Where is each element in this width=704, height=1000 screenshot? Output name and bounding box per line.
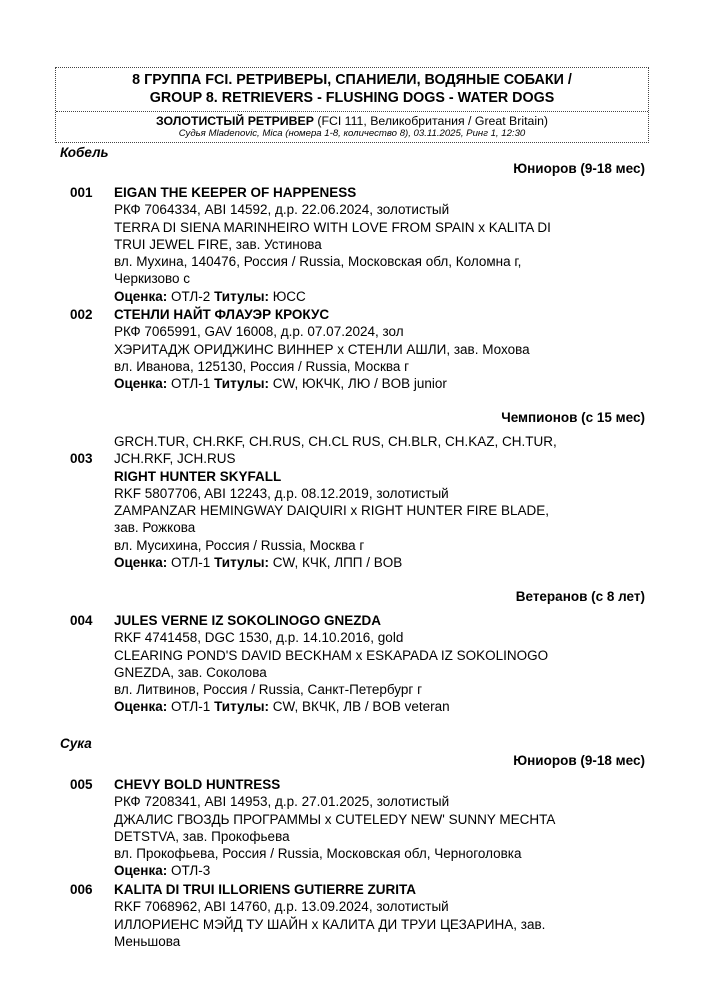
parents-cont: Меньшова (114, 933, 181, 949)
registration: РКФ 7064334, ABI 14592, д.р. 22.06.2024, золотистый (114, 202, 450, 218)
parents: ZAMPANZAR HEMINGWAY DAIQUIRI x RIGHT HUNTER FIRE BLADE, (114, 503, 550, 519)
breed-header (56, 111, 648, 142)
catalog-entry (70, 881, 650, 950)
section-male: Кобель (60, 145, 109, 160)
breed-line (56, 114, 648, 128)
titles-value: CW, ВКЧК, ЛВ / BOB veteran (268, 699, 450, 715)
grade-label: Оценка: (114, 699, 168, 715)
catalog-entry (70, 184, 650, 305)
grade-line (114, 862, 650, 879)
entry-block (70, 450, 650, 571)
class-heading-champion: Чемпионов (с 15 мес) (501, 410, 645, 425)
owner: вл. Иванова, 125130, Россия / Russia, Москва г (114, 358, 410, 374)
catalog-entry (70, 612, 650, 716)
section-female: Сука (60, 736, 92, 751)
breed-info: (FCI 111, Великобритания / Great Britain) (313, 114, 549, 128)
parents: ИЛЛОРИЕНС МЭЙД ТУ ШАЙН x КАЛИТА ДИ ТРУИ ЦЕЗАРИНА, зав. (114, 916, 546, 932)
entry-body (114, 184, 650, 305)
parents: CLEARING POND'S DAVID BECKHAM x ESKAPADA IZ SOKOLINOGO (114, 647, 549, 663)
titles-value: ЮСС (268, 288, 306, 304)
entry-body (114, 306, 650, 392)
titles-value: CW, ЮКЧК, ЛЮ / BOB junior (268, 376, 447, 392)
titles-label: Титулы: (214, 376, 269, 392)
entry-number: 003 (70, 451, 93, 467)
owner: вл. Прокофьева, Россия / Russia, Московская обл, Черноголовка (114, 846, 522, 862)
parents-cont: DETSTVA, зав. Прокофьева (114, 828, 290, 844)
judge-info: Судья Mladenovic, Mica (номера 1-8, количество 8), 03.11.2025, Ринг 1, 12:30 (178, 128, 526, 139)
parents-cont: зав. Рожкова (114, 520, 196, 536)
registration: РКФ 7065991, GAV 16008, д.р. 07.07.2024, зол (114, 324, 404, 340)
owner: вл. Мусихина, Россия / Russia, Москва г (114, 537, 365, 553)
entry-body (114, 450, 650, 571)
champion-titles: GRCH.TUR, CH.RKF, CH.RUS, CH.CL RUS, CH.BLR, CH.KAZ, CH.TUR, (114, 434, 557, 449)
parents: TERRA DI SIENA MARINHEIRO WITH LOVE FROM SPAIN x KALITA DI (114, 219, 551, 235)
dog-name: СТЕНЛИ НАЙТ ФЛАУЭР КРОКУС (114, 307, 330, 322)
dog-name: EIGAN THE KEEPER OF HAPPENESS (114, 185, 357, 200)
class-heading-veteran: Ветеранов (с 8 лет) (515, 589, 645, 604)
entry-number: 001 (70, 185, 93, 200)
dog-name: RIGHT HUNTER SKYFALL (114, 468, 282, 484)
catalog-entry (70, 433, 650, 571)
grade-label: Оценка: (114, 376, 168, 392)
grade-label: Оценка: (114, 863, 168, 879)
entry-number: 006 (70, 882, 93, 897)
entry-body (114, 881, 650, 950)
parents-cont: GNEZDA, зав. Соколова (114, 664, 267, 680)
registration: РКФ 7208341, ABI 14953, д.р. 27.01.2025, золотистый (114, 794, 450, 810)
entry-number: 002 (70, 307, 93, 322)
grade-value: ОТЛ-1 (167, 376, 215, 392)
champion-titles-cont: JCH.RKF, JCH.RUS (114, 451, 236, 467)
grade-value: ОТЛ-3 (167, 863, 211, 879)
grade-label: Оценка: (114, 288, 168, 304)
titles-label: Титулы: (214, 699, 269, 715)
registration: RKF 5807706, ABI 12243, д.р. 08.12.2019, золотистый (114, 485, 449, 501)
titles-label: Титулы: (214, 288, 269, 304)
group-title (56, 68, 648, 111)
breed-name: ЗОЛОТИСТЫЙ РЕТРИВЕР (155, 114, 314, 128)
titles-value: CW, КЧК, ЛПП / BOB (268, 555, 403, 571)
group-title-en: GROUP 8. RETRIEVERS - FLUSHING DOGS - WATER DOGS (149, 90, 555, 106)
catalog-entry (70, 776, 650, 880)
owner-cont: Черкизово с (114, 271, 191, 287)
grade-value: ОТЛ-1 (167, 699, 215, 715)
grade-label: Оценка: (114, 555, 168, 571)
grade-value: ОТЛ-1 (167, 555, 215, 571)
group-header (55, 67, 649, 143)
entry-body (114, 612, 650, 716)
entry-number: 005 (70, 777, 93, 792)
grade-line (114, 698, 650, 715)
parents-cont: TRUI JEWEL FIRE, зав. Устинова (114, 236, 322, 252)
grade-value: ОТЛ-2 (167, 288, 215, 304)
titles-label: Титулы: (214, 555, 269, 571)
parents: ДЖАЛИС ГВОЗДЬ ПРОГРАММЫ x CUTELEDY NEW' SUNNY MECHTA (114, 811, 556, 827)
entry-body (114, 776, 650, 880)
grade-line (114, 288, 650, 305)
entry-number: 004 (70, 613, 93, 628)
owner: вл. Литвинов, Россия / Russia, Санкт-Петербург г (114, 682, 423, 698)
class-heading-junior-female: Юниоров (9-18 мес) (513, 753, 645, 768)
dog-name: CHEVY BOLD HUNTRESS (114, 777, 281, 792)
registration: RKF 7068962, ABI 14760, д.р. 13.09.2024, золотистый (114, 899, 449, 915)
grade-line (114, 375, 650, 392)
parents: ХЭРИТАДЖ ОРИДЖИНС ВИННЕР x СТЕНЛИ АШЛИ, зав. Мохова (114, 341, 530, 357)
owner: вл. Мухина, 140476, Россия / Russia, Московская обл, Коломна г, (114, 254, 522, 270)
class-heading-junior-male: Юниоров (9-18 мес) (513, 161, 645, 176)
dog-name: JULES VERNE IZ SOKOLINOGO GNEZDA (114, 613, 382, 628)
grade-line (114, 554, 650, 571)
dog-name: KALITA DI TRUI ILLORIENS GUTIERRE ZURITA (114, 882, 416, 897)
catalog-entry (70, 306, 650, 392)
group-title-ru: 8 ГРУППА FCI. РЕТРИВЕРЫ, СПАНИЕЛИ, ВОДЯНЫЕ СОБАКИ / (132, 72, 572, 88)
registration: RKF 4741458, DGC 1530, д.р. 14.10.2016, gold (114, 630, 404, 646)
